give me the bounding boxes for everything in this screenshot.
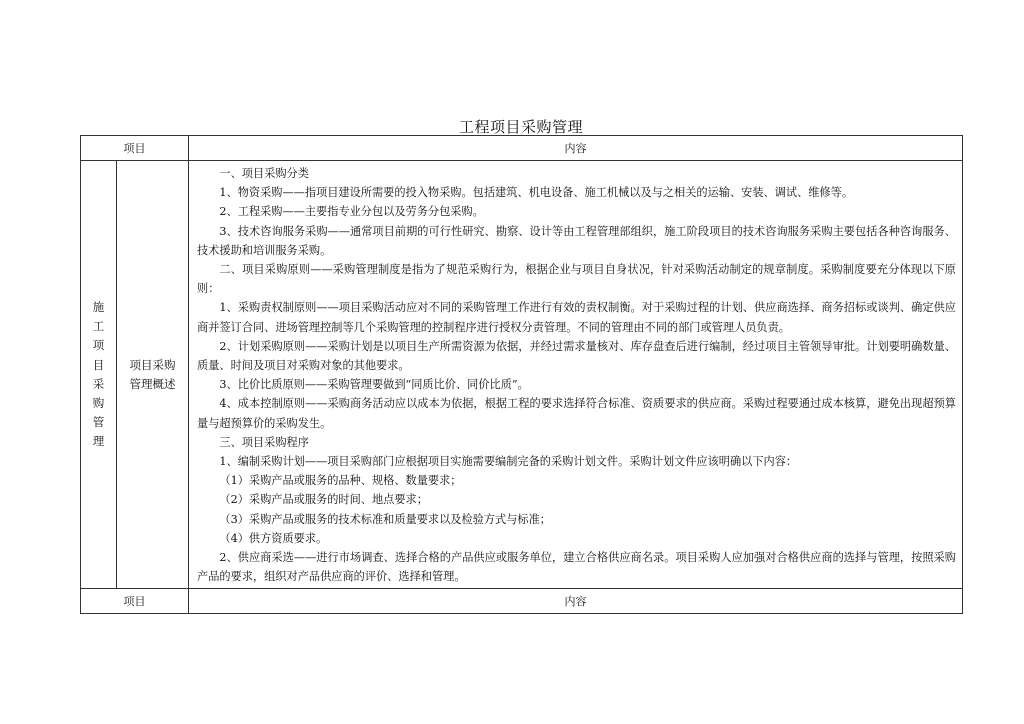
footer-item-cell: 项目 — [81, 589, 189, 614]
header-item-cell: 项目 — [81, 136, 189, 161]
paragraph: 3、比价比质原则——采购管理要做到“同质比价、同价比质”。 — [219, 378, 529, 392]
body-row — [81, 161, 963, 589]
content-table — [80, 135, 963, 614]
footer-row — [81, 589, 963, 614]
header-row — [81, 136, 963, 161]
paragraph: 1、物资采购——指项目建设所需要的投入物采购。包括建筑、机电设备、施工机械以及与之相关的运输、安装、调试、维修等。 — [219, 186, 854, 200]
paragraph: 二、项目采购原则——采购管理制度是指为了规范采购行为，根据企业与项目自身状况，针对采购活动制定的规章制度。采购制度要充分体现以下原则： — [197, 263, 956, 296]
subsection-label-cell — [117, 161, 189, 589]
paragraph: 2、计划采购原则——采购计划是以项目生产所需资源为依据，并经过需求量核对、库存盘查后进行编制，经过项目主管领导审批。计划要明确数量、质量、时间及项目对采购对象的其他要求。 — [197, 339, 956, 373]
paragraph: 2、工程采购——主要指专业分包以及劳务分包采购。 — [219, 205, 484, 219]
section-label-cell — [81, 161, 117, 589]
subsection-label: 项目采购管理概述 — [129, 357, 176, 391]
paragraph: 4、成本控制原则——采购商务活动应以成本为依据，根据工程的要求选择符合标准、资质要求的供应商。采购过程要通过成本核算，避免出现超预算量与超预算价的采购发生。 — [197, 397, 956, 430]
paragraph: （1）采购产品或服务的品种、规格、数量要求； — [219, 474, 462, 488]
paragraph: 2、供应商采选——进行市场调查、选择合格的产品供应或服务单位，建立合格供应商名录。项目采购人应加强对合格供应商的选择与管理，按照采购产品的要求，组织对产品供应商的评价、选择和管理。 — [197, 551, 956, 584]
footer-content-cell: 内容 — [189, 589, 963, 614]
document-title: 工程项目采购管理 — [458, 118, 583, 136]
paragraph: （4）供方资质要求。 — [219, 531, 328, 545]
header-content-cell: 内容 — [189, 136, 963, 161]
paragraph: 一、项目采购分类 — [219, 167, 309, 180]
paragraph: （2）采购产品或服务的时间、地点要求； — [219, 493, 428, 507]
section-label: 施工项目采购管理 — [92, 299, 105, 449]
paragraph: 1、采购责权制原则——项目采购活动应对不同的采购管理工作进行有效的责权制衡。对于采购过程的计划、供应商选择、商务招标或谈判、确定供应商并签订合同、进场管理控制等几个采购管理的控制程序进行授权分责管理。不同的管理由不同的部门或管理人员负责。 — [197, 301, 956, 334]
content-cell — [189, 161, 963, 589]
paragraph: 三、项目采购程序 — [219, 435, 309, 449]
paragraph: 3、技术咨询服务采购——通常项目前期的可行性研究、勘察、设计等由工程管理部组织，施工阶段项目的技术咨询服务采购主要包括各种咨询服务、技术援助和培训服务采购。 — [197, 224, 956, 257]
paragraph: 1、编制采购计划——项目采购部门应根据项目实施需要编制完备的采购计划文件。采购计划文件应该明确以下内容： — [219, 455, 798, 469]
paragraph: （3）采购产品或服务的技术标准和质量要求以及检验方式与标准； — [219, 512, 551, 526]
